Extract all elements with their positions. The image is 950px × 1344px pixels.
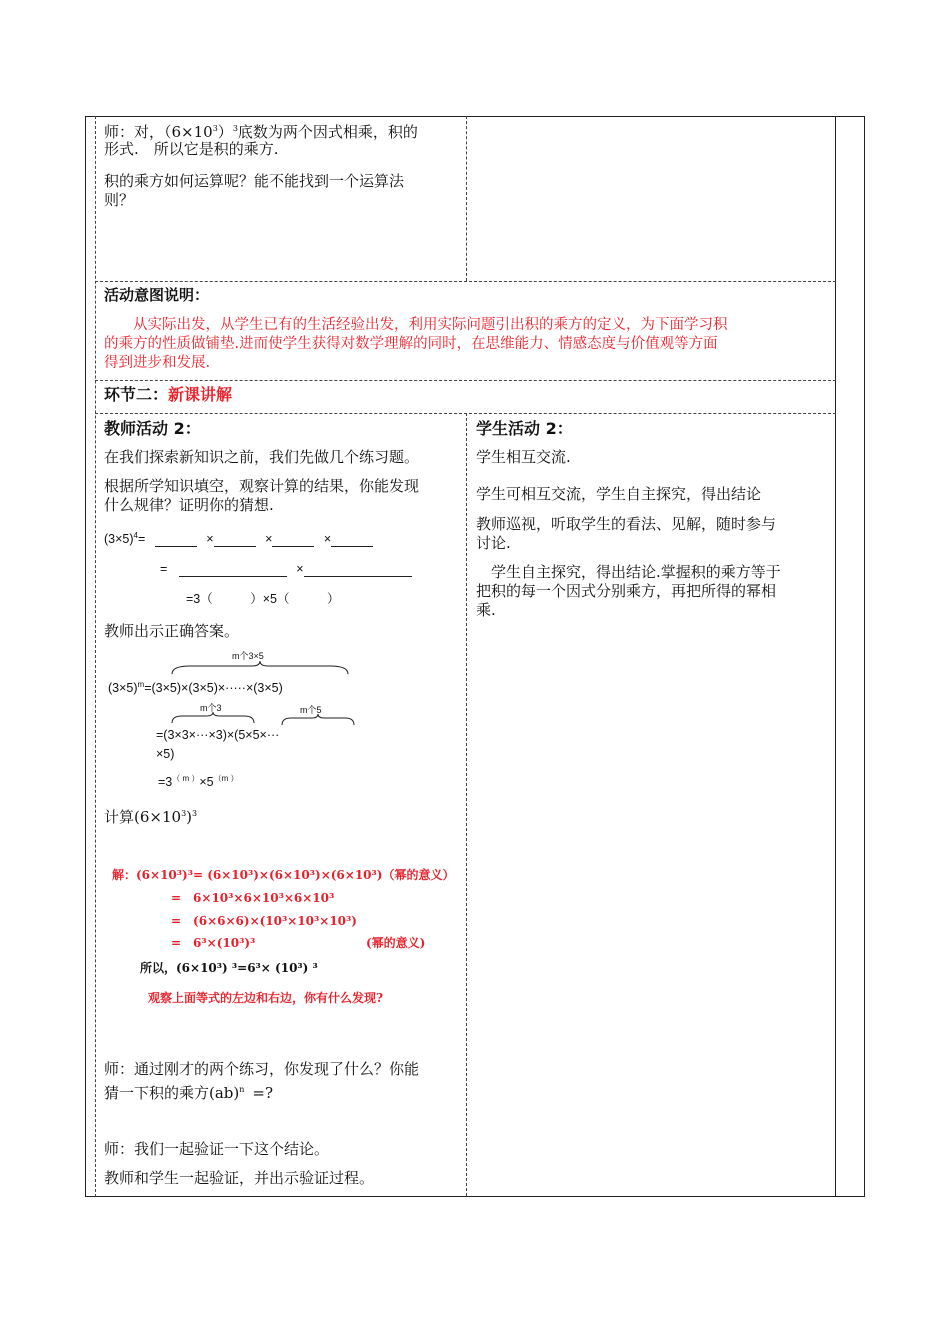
brace2-icon — [170, 711, 256, 725]
student-p3-line2: 讨论. — [476, 534, 511, 552]
teacher-q3: 教师和学生一起验证，并出示验证过程。 — [104, 1169, 375, 1187]
fill-equation-1: $(3\times 5)^4=$ × × × — [104, 528, 373, 547]
column-divider-bottom — [466, 413, 467, 1196]
student-p4-line3: 乘. — [476, 601, 496, 619]
solution-line4: = 6³×(10³)³ — [171, 936, 256, 950]
brace1-label: m个3×5 — [232, 651, 264, 661]
teacher-q2: 师：我们一起验证一下这个结论。 — [104, 1140, 330, 1158]
teacher-dialog-line1: 师：对，$(6\times 10^3)^3$底数为两个因式相乘，积的 — [104, 123, 418, 141]
row-divider-1 — [95, 281, 836, 282]
table-bottom-border — [85, 1196, 865, 1197]
table-left-border — [85, 116, 86, 1197]
blank-1[interactable] — [155, 532, 197, 547]
table-right-border — [864, 116, 865, 1197]
brace3-label: m个5 — [300, 705, 322, 715]
fill-equation-3: =3（ ）×5（ ） — [186, 592, 340, 606]
expand-line3: $=3^{( m )}\times 5^{(m )}$ — [158, 774, 239, 790]
blank-4[interactable] — [331, 532, 373, 547]
teacher-p2-line1: 根据所学知识填空，观察计算的结果，你能发现 — [104, 477, 420, 495]
teacher-heading: 教师活动 2： — [104, 419, 201, 438]
intent-heading: 活动意图说明： — [104, 286, 210, 304]
student-p1: 学生相互交流. — [476, 448, 571, 466]
question-line1: 积的乘方如何运算呢？能不能找到一个运算法 — [104, 172, 405, 190]
brace1-icon — [170, 660, 350, 676]
teacher-p2-line2: 什么规律？证明你的猜想. — [104, 496, 274, 514]
solution-line1: 解：(6×10³)³= (6×10³)×(6×10³)×(6×10³)（幂的意义） — [112, 868, 455, 882]
expand-line2: =(3×3×···×3)×(5×5×··· — [156, 728, 280, 742]
student-p3-line1: 教师巡视，听取学生的看法、见解，随时参与 — [476, 515, 777, 533]
section-title: 新课讲解 — [168, 385, 233, 404]
inner-left-border — [95, 116, 96, 1197]
column-divider-top — [466, 116, 467, 281]
row-divider-3 — [95, 413, 836, 414]
table-top-border — [85, 116, 865, 117]
expand-line2b: ×5) — [156, 747, 175, 761]
student-heading: 学生活动 2： — [476, 419, 573, 438]
brace3-icon — [280, 713, 356, 727]
calc-prompt: 计算$(6\times 10^3)^3$ — [104, 808, 198, 826]
section-label: 环节二： — [104, 385, 169, 404]
student-p4-line2: 把积的每一个因式分别乘方，再把所得的幂相 — [476, 582, 777, 600]
solution-line3: = (6×6×6)×(10³×10³×10³) — [171, 914, 357, 928]
solution-line4-note: (幂的意义) — [366, 936, 426, 950]
expand-line1: $(3\times 5)^m=(3\times 5)\times(3\times 5)\times\cdot\cdot\cdot\cdot\cdot\times(3\times 5)$ — [108, 680, 283, 696]
solution-line5: 所以，(6×10³) ³=6³× (10³) ³ — [140, 961, 318, 975]
teacher-dialog-line2: 形式. 所以它是积的乘方. — [104, 140, 279, 158]
teacher-p3: 教师出示正确答案。 — [104, 622, 240, 640]
student-p2: 学生可相互交流，学生自主探究，得出结论 — [476, 485, 762, 503]
fill-equation-2: = × — [160, 561, 412, 577]
student-p4-line1: 学生自主探究，得出结论.掌握积的乘方等于 — [476, 563, 781, 581]
blank-6[interactable] — [304, 562, 412, 577]
row-divider-2 — [95, 380, 836, 381]
intent-line2: 的乘方的性质做铺垫.进而使学生获得对数学理解的同时，在思维能力、情感态度与价值观等方面 — [104, 336, 718, 352]
blank-3[interactable] — [272, 532, 314, 547]
section-header — [104, 385, 232, 404]
question-line2: 则？ — [104, 191, 135, 209]
solution-line6: 观察上面等式的左边和右边，你有什么发现? — [148, 991, 384, 1005]
teacher-q1-line1: 师：通过刚才的两个练习，你发现了什么？你能 — [104, 1060, 420, 1078]
teacher-q1-line2: 猜一下积的乘方(ab)$^n$ =? — [104, 1084, 274, 1102]
solution-line2: = 6×10³×6×10³×6×10³ — [171, 891, 335, 905]
inner-right-border — [835, 116, 836, 1197]
intent-line3: 得到进步和发展. — [104, 355, 211, 371]
intent-line1: 从实际出发，从学生已有的生活经验出发，利用实际问题引出积的乘方的定义，为下面学习积 — [104, 317, 728, 333]
teacher-p1: 在我们探索新知识之前，我们先做几个练习题。 — [104, 448, 420, 466]
brace2-label: m个3 — [200, 703, 222, 713]
blank-2[interactable] — [214, 532, 256, 547]
blank-5[interactable] — [179, 562, 287, 577]
